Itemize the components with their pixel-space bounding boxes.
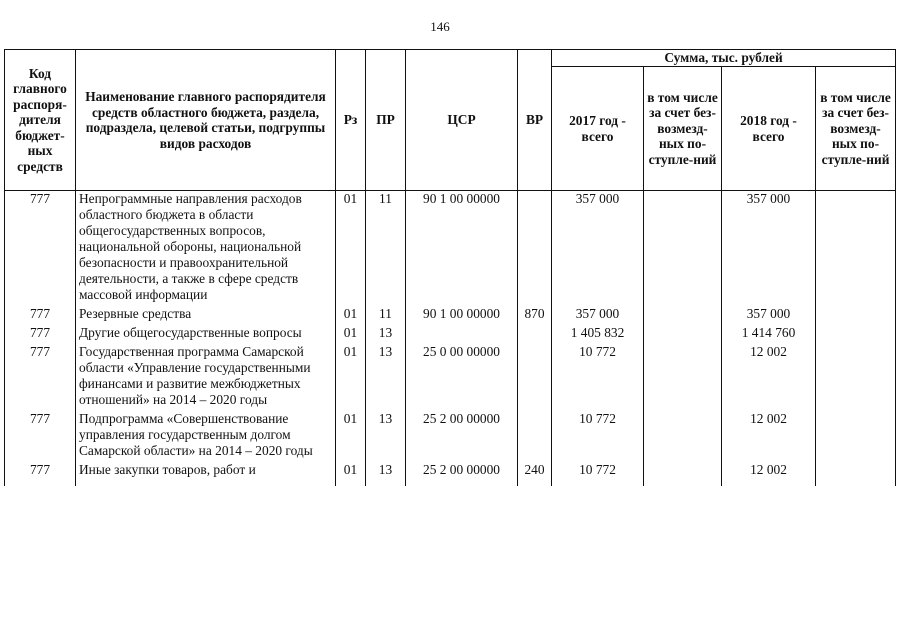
cell-grant-2017 — [644, 411, 722, 462]
cell-name: Резервные средства — [76, 306, 336, 325]
header-pr: ПР — [366, 50, 406, 191]
cell-code: 777 — [5, 411, 76, 462]
cell-sum-2017: 10 772 — [552, 462, 644, 486]
cell-rz: 01 — [336, 462, 366, 486]
header-code: Код главного распоря-дителя бюджет-ных средств — [5, 50, 76, 191]
cell-sum-2018: 12 002 — [722, 462, 816, 486]
cell-pr: 13 — [366, 325, 406, 344]
cell-grant-2017 — [644, 306, 722, 325]
cell-code: 777 — [5, 344, 76, 411]
cell-name: Государственная программа Самарской области «Управление государственными финансами и развитие межбюджетных отношений» на 2014 – 2020 годы — [76, 344, 336, 411]
header-total-2017: 2017 год - всего — [552, 67, 644, 191]
cell-sum-2018: 12 002 — [722, 411, 816, 462]
cell-rz: 01 — [336, 325, 366, 344]
cell-sum-2017: 357 000 — [552, 306, 644, 325]
cell-grant-2018 — [816, 191, 896, 307]
cell-name: Иные закупки товаров, работ и — [76, 462, 336, 486]
cell-sum-2017: 357 000 — [552, 191, 644, 307]
cell-csr — [406, 325, 518, 344]
cell-code: 777 — [5, 462, 76, 486]
budget-table — [4, 49, 896, 486]
table-body — [5, 191, 896, 487]
cell-name: Подпрограмма «Совершенствование управления государственным долгом Самарской области» на 2014 – 2020 годы — [76, 411, 336, 462]
cell-code: 777 — [5, 191, 76, 307]
header-name: Наименование главного распорядителя средств областного бюджета, раздела, подраздела, целевой статьи, подгруппы видов расходов — [76, 50, 336, 191]
cell-csr: 90 1 00 00000 — [406, 306, 518, 325]
table-row — [5, 191, 896, 307]
cell-sum-2017: 1 405 832 — [552, 325, 644, 344]
header-vr: ВР — [518, 50, 552, 191]
cell-pr: 11 — [366, 191, 406, 307]
cell-grant-2017 — [644, 462, 722, 486]
cell-code: 777 — [5, 325, 76, 344]
cell-sum-2018: 357 000 — [722, 191, 816, 307]
cell-vr — [518, 191, 552, 307]
table-row — [5, 344, 896, 411]
cell-vr — [518, 411, 552, 462]
cell-csr: 25 2 00 00000 — [406, 462, 518, 486]
cell-pr: 11 — [366, 306, 406, 325]
cell-vr — [518, 325, 552, 344]
cell-csr: 25 2 00 00000 — [406, 411, 518, 462]
cell-grant-2018 — [816, 411, 896, 462]
cell-sum-2018: 357 000 — [722, 306, 816, 325]
table-row — [5, 411, 896, 462]
cell-grant-2017 — [644, 344, 722, 411]
cell-name: Непрограммные направления расходов областного бюджета в области общегосударственных вопросов, национальной обороны, национальной безопасности и правоохранительной деятельности, а также в сфере средств массовой информации — [76, 191, 336, 307]
cell-vr: 240 — [518, 462, 552, 486]
cell-rz: 01 — [336, 191, 366, 307]
header-grant-2018: в том числе за счет без-возмезд-ных по-ступле-ний — [816, 67, 896, 191]
cell-grant-2018 — [816, 344, 896, 411]
cell-pr: 13 — [366, 462, 406, 486]
cell-csr: 25 0 00 00000 — [406, 344, 518, 411]
cell-rz: 01 — [336, 306, 366, 325]
table-row — [5, 306, 896, 325]
cell-rz: 01 — [336, 344, 366, 411]
header-csr: ЦСР — [406, 50, 518, 191]
cell-code: 777 — [5, 306, 76, 325]
cell-vr: 870 — [518, 306, 552, 325]
cell-grant-2018 — [816, 306, 896, 325]
cell-grant-2017 — [644, 191, 722, 307]
header-rz: Рз — [336, 50, 366, 191]
cell-name: Другие общегосударственные вопросы — [76, 325, 336, 344]
table-header — [5, 50, 896, 191]
cell-pr: 13 — [366, 411, 406, 462]
cell-pr: 13 — [366, 344, 406, 411]
cell-grant-2017 — [644, 325, 722, 344]
cell-sum-2018: 12 002 — [722, 344, 816, 411]
header-sum: Сумма, тыс. рублей — [552, 50, 896, 67]
header-total-2018: 2018 год - всего — [722, 67, 816, 191]
cell-sum-2017: 10 772 — [552, 411, 644, 462]
page-number: 146 — [430, 19, 450, 34]
cell-vr — [518, 344, 552, 411]
cell-csr: 90 1 00 00000 — [406, 191, 518, 307]
cell-sum-2018: 1 414 760 — [722, 325, 816, 344]
cell-grant-2018 — [816, 325, 896, 344]
table-row — [5, 462, 896, 486]
header-grant-2017: в том числе за счет без-возмезд-ных по-ступле-ний — [644, 67, 722, 191]
cell-grant-2018 — [816, 462, 896, 486]
cell-sum-2017: 10 772 — [552, 344, 644, 411]
cell-rz: 01 — [336, 411, 366, 462]
table-row — [5, 325, 896, 344]
